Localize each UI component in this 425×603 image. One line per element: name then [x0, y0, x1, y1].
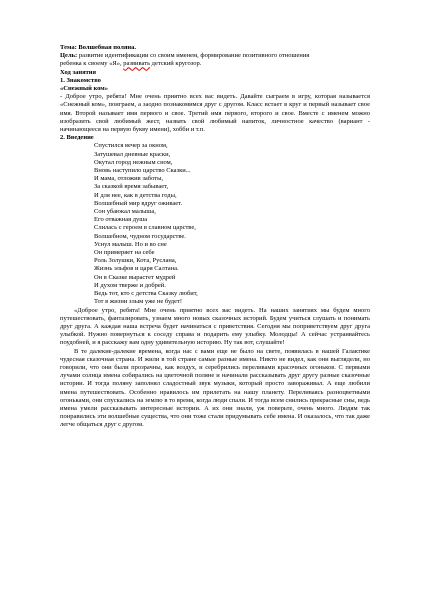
- poem-line: Его отважная душа: [94, 216, 148, 224]
- section-1-heading: 1. Знакомство: [60, 76, 101, 84]
- topic-text: Волшебная поляна.: [76, 44, 137, 51]
- story-paragraph: В те далекие-далекие времена, когда нас с вами еще не было на свете, появилась в нашей Галактике чудесная сказочная страна. И жили в той стране самые разные имена. Никто не видел, как они выглядели, но говорили, что они были прозрачны, как воздух, и серебрились переливами красочных огоньков. С первыми лучами солнца имена собирались на цветочной поляне и начинали рассказывать друг другу разные сказочные истории. И тогда поляну заполнял сладостный звук музыки, который просто завораживал. А еще любили имена путешествовать. Особенно нравилось им прилетать на нашу планету. Переливаясь разноцветными огоньками, они спускались на землю в то время, когда люди спали. И тогда всем снились прекрасные сны, ведь имена умели рассказывать интересные истории. А их они знали, уж поверьте, очень много. Людям так понравились эти волшебные существа, что они тоже стали придумывать себе имена. И оказалось, что так даже легче общаться друг с другом.: [60, 347, 370, 429]
- goal-text-2c: детский кругозор.: [150, 60, 202, 68]
- greeting-paragraph: «Доброе утро, ребята! Мне очень приятно всех вас видеть. На наших занятиях мы будем много путешествовать, фантазировать, узнаем много новых сказочных историй. Будем учиться слушать и понимать друг друга. А каждая наша встреча будет начинаться с приветствия. Сегодня мы поприветствуем друг друга улыбкой. Нужно повернуться к соседу справа и подарить ему улыбку. Молодцы! А сейчас устраивайтесь поудобней, и я расскажу вам одну удивительную историю. Ну так вот, слушайте!: [60, 306, 370, 347]
- poem-line: Окутал город нежным сном,: [94, 158, 173, 166]
- intro-paragraph: - Доброе утро, ребята! Мне очень приятно всех вас видеть. Давайте сыграем в игру, которая называется «Снежный ком», поиграем, а заодно познакомимся друг с другом. Класс встает в круг и первый называет свое имя. Второй называет имя первого и свое. Третий имя первого, второго и свое. Вместе с именем можно изобразить свой любимый жест, назвать свой любимый напиток, личностное качество (вариант - начинающееся на первую букву имени), хобби и т.п.: [60, 93, 370, 134]
- spellcheck-word: развивать: [123, 60, 151, 68]
- goal-text-2a: ребенка к своему «Я»,: [60, 60, 124, 68]
- poem-line: Волшебном, чудном государстве.: [94, 232, 186, 240]
- game-title: «Снежный ком»: [60, 85, 108, 93]
- poem-line: Сон убаюкал малыша,: [94, 208, 156, 216]
- poem-line: Тот в жизни злым уже не будет!: [94, 298, 183, 306]
- poem-line: Жизнь эльфов и царя Салтана.: [94, 265, 179, 273]
- poem-line: И для нее, как в детства годы,: [94, 191, 177, 199]
- course-heading: Ход занятия: [60, 68, 97, 76]
- goal-label: Цель:: [60, 52, 78, 60]
- document-body: [60, 44, 370, 430]
- poem-line: Слилась с героем в славном царстве,: [94, 224, 196, 232]
- poem-line: Волшебный мир вдруг оживает.: [94, 199, 183, 207]
- poem-line: Вновь наступило царство Сказки...: [94, 167, 191, 175]
- topic-label: Тема:: [60, 44, 77, 51]
- goal-line-1: [60, 52, 370, 60]
- topic-line: [60, 44, 370, 52]
- poem-line: Он примеряет на себе: [94, 249, 155, 257]
- poem-line: И мама, отложив заботы,: [94, 175, 164, 183]
- goal-line-2: [60, 60, 370, 68]
- poem-line: Роль Золушки, Кота, Руслана,: [94, 257, 177, 265]
- poem-line: За сказкой время забывает,: [94, 183, 169, 191]
- section-2-heading: 2. Введение: [60, 134, 94, 142]
- poem-line: И духом тверже и добрей.: [94, 281, 166, 289]
- poem-line: Спустился вечер за окном,: [94, 142, 168, 150]
- poem-line: Он в Сказке вырастет мудрей: [94, 273, 176, 281]
- poem-line: Уснул малыш. Но и во сне: [94, 240, 167, 248]
- poem-line: Затушевал дневные краски,: [94, 150, 171, 158]
- poem: [60, 142, 370, 306]
- goal-text-1: развитие идентификации со своим именем, формирование позитивного отношения: [77, 52, 310, 60]
- poem-line: Ведь тот, кто с детства Сказку любит,: [94, 290, 198, 298]
